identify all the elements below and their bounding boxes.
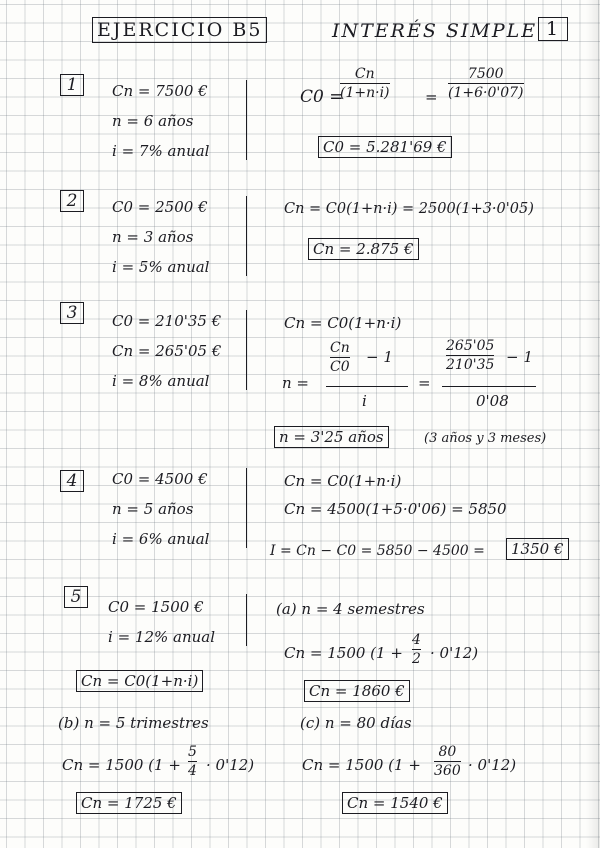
ex3-given-1: C0 = 210'35 €	[112, 312, 222, 330]
ex1-formula-denominator: (1+n·i)	[340, 85, 390, 101]
ex5a-calc-pre: Cn = 1500 (1 +	[284, 644, 403, 662]
ex4-formula-2: Cn = 4500(1+5·0'06) = 5850	[284, 500, 507, 518]
ex5b-fraction	[188, 744, 197, 779]
ex3-subst-inner-fraction	[446, 338, 494, 373]
ex3-formula: Cn = C0(1+n·i)	[284, 314, 402, 332]
ex1-substitution-fraction	[448, 66, 524, 101]
exercise-number-3: 3	[60, 302, 84, 324]
ex5a-numerator: 4	[412, 632, 421, 648]
ex1-result: C0 = 5.281'69 €	[318, 136, 452, 158]
ex5-given-1: C0 = 1500 €	[108, 598, 204, 616]
ex1-given-2: n = 6 años	[112, 112, 194, 130]
exercise-number-4: 4	[60, 470, 84, 492]
ex1-subst-numerator: 7500	[467, 66, 504, 82]
ex5c-calc-pre: Cn = 1500 (1 +	[302, 756, 421, 774]
ex3-subst-minus-one: − 1	[506, 348, 533, 366]
ex5-formula: Cn = C0(1+n·i)	[76, 670, 203, 692]
ex5c-result: Cn = 1540 €	[342, 792, 448, 814]
ex4-divider	[246, 468, 247, 548]
ex1-formula-fraction	[340, 66, 390, 101]
ex3-given-3: i = 8% anual	[112, 372, 210, 390]
ex4-given-1: C0 = 4500 €	[112, 470, 208, 488]
ex3-inner-denominator: C0	[330, 359, 350, 375]
exercise-title: EJERCICIO B5	[92, 17, 267, 43]
ex3-result: n = 3'25 años	[274, 426, 389, 448]
ex5b-label: (b) n = 5 trimestres	[58, 714, 209, 732]
ex3-n-lhs: n =	[282, 374, 309, 392]
ex5b-denominator: 4	[188, 763, 197, 779]
ex1-given-1: Cn = 7500 €	[112, 82, 208, 100]
ex2-formula: Cn = C0(1+n·i) = 2500(1+3·0'05)	[284, 201, 534, 217]
ex3-divider	[246, 310, 247, 390]
ex3-minus-one: − 1	[366, 348, 393, 366]
exercise-number-2: 2	[60, 190, 84, 212]
ex3-subst-inner-denominator: 210'35	[446, 357, 495, 373]
ex5c-fraction	[434, 744, 461, 779]
ex1-divider	[246, 80, 247, 160]
ex4-given-3: i = 6% anual	[112, 530, 210, 548]
ex4-interest: I = Cn − C0 = 5850 − 4500 =	[270, 543, 485, 559]
ex5b-calc-pre: Cn = 1500 (1 +	[62, 756, 181, 774]
ex5-given-2: i = 12% anual	[108, 628, 216, 646]
ex3-note: (3 años y 3 meses)	[424, 431, 547, 446]
ex2-given-1: C0 = 2500 €	[112, 198, 208, 216]
ex5c-calc-post: · 0'12)	[468, 756, 517, 774]
ex2-given-2: n = 3 años	[112, 228, 194, 246]
ex5b-calc-post: · 0'12)	[206, 756, 255, 774]
ex4-formula-1: Cn = C0(1+n·i)	[284, 472, 402, 490]
topic-title: INTERÉS SIMPLE	[332, 20, 538, 42]
ex3-main-bar	[326, 386, 408, 387]
ex5c-numerator: 80	[438, 744, 457, 760]
ex5c-label: (c) n = 80 días	[300, 714, 412, 732]
ex3-subst-denominator: 0'08	[476, 392, 509, 410]
ex5a-result: Cn = 1860 €	[304, 680, 410, 702]
ex3-inner-fraction	[330, 340, 350, 375]
ex5a-denominator: 2	[412, 651, 421, 667]
ex5a-label: (a) n = 4 semestres	[276, 600, 425, 618]
ex3-given-2: Cn = 265'05 €	[112, 342, 222, 360]
page-number: 1	[538, 17, 568, 41]
ex5c-denominator: 360	[434, 763, 461, 779]
ex4-given-2: n = 5 años	[112, 500, 194, 518]
ex3-subst-bar	[442, 386, 536, 387]
page-edge-shadow	[586, 0, 600, 848]
ex1-given-3: i = 7% anual	[112, 142, 210, 160]
ex2-given-3: i = 5% anual	[112, 258, 210, 276]
ex1-formula-lhs: C0 =	[300, 87, 344, 107]
ex3-equals: =	[418, 374, 431, 392]
ex3-subst-numerator: 265'05	[446, 338, 495, 354]
exercise-number-1: 1	[60, 74, 84, 96]
ex2-result: Cn = 2.875 €	[308, 238, 419, 260]
ex1-subst-denominator: (1+6·0'07)	[448, 85, 524, 101]
ex3-inner-numerator: Cn	[330, 340, 350, 356]
ex5-divider	[246, 594, 247, 646]
ex3-denominator: i	[362, 392, 367, 410]
ex1-equals: =	[425, 88, 438, 106]
exercise-number-5: 5	[64, 586, 88, 608]
ex4-result: 1350 €	[506, 538, 569, 560]
ex5b-numerator: 5	[188, 744, 197, 760]
ex2-divider	[246, 196, 247, 276]
ex1-formula-numerator: Cn	[354, 66, 375, 82]
ex5a-calc-post: · 0'12)	[430, 644, 479, 662]
ex5a-fraction	[412, 632, 421, 667]
ex5b-result: Cn = 1725 €	[76, 792, 182, 814]
